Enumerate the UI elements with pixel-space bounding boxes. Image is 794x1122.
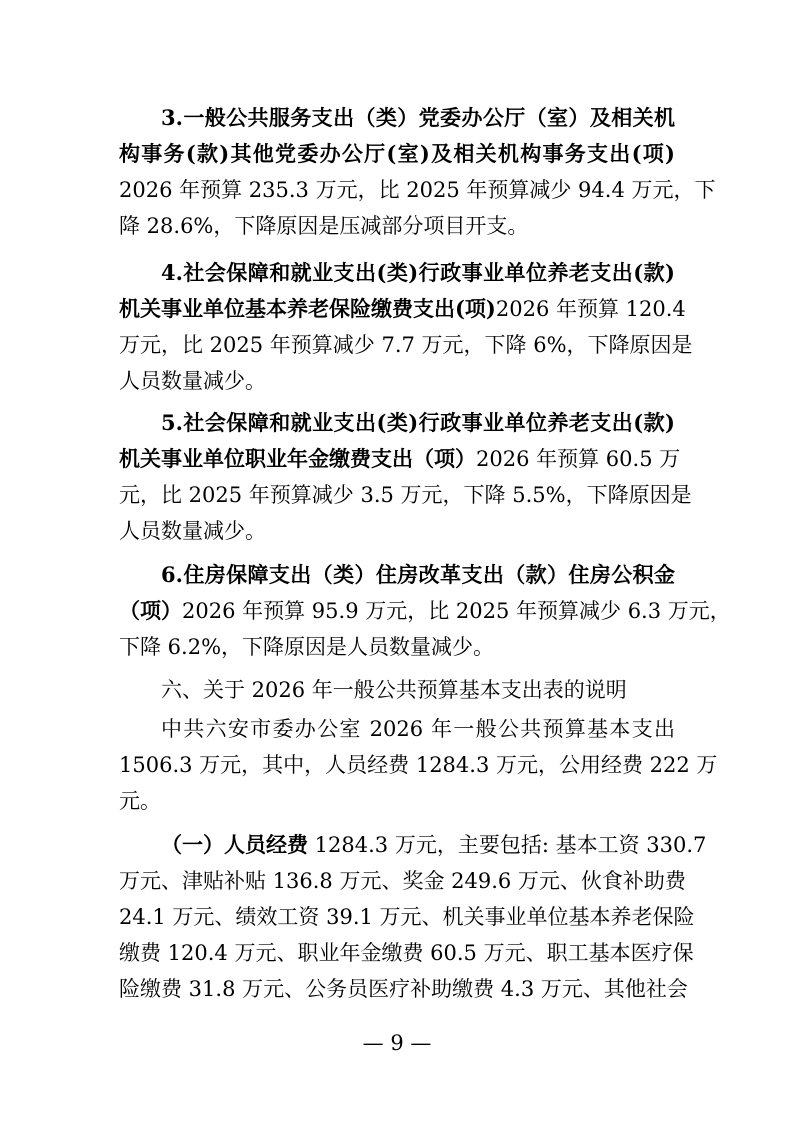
item-4-line-2 [119,291,686,327]
item-6-line-1: 6.住房保障支出（类）住房改革支出（款）住房公积金 [161,562,675,587]
item-3-line-3: 2026 年预算 235.3 万元，比 2025 年预算减少 94.4 万元，下 [119,178,716,202]
item-4-line-4: 人员数量减少。 [119,369,266,393]
paragraph-item-4 [119,255,693,399]
paragraph-item-5 [119,405,692,549]
item-4-line-2-rest: 2026 年预算 120.4 [495,297,686,321]
item-5-line-3: 元，比 2025 年预算减少 3.5 万元，下降 5.5%，下降原因是 [119,483,692,507]
section-6-heading [119,672,675,708]
summary-line-2: 1506.3 万元，其中，人员经费 1284.3 万元，公用经费 222 万 [119,753,718,777]
item-5-line-2-rest: 2026 年预算 60.5 万 [476,447,681,471]
item-6-line-2-bold: （项） [119,598,182,623]
item-6-line-2-rest: 2026 年预算 95.9 万元，比 2025 年预算减少 6.3 万元， [182,599,731,623]
item-3-line-2: 构事务(款)其他党委办公厅(室)及相关机构事务支出(项) [119,141,675,166]
personnel-line-1-rest: 1284.3 万元，主要包括: 基本工资 330.7 [308,833,707,857]
item-5-line-2 [119,441,681,477]
paragraph-item-6 [119,557,731,665]
item-3-line-4: 降 28.6%，下降原因是压减部分项目开支。 [119,214,529,238]
paragraph-personnel-costs [119,827,707,1007]
personnel-line-3: 24.1 万元、绩效工资 39.1 万元、机关事业单位基本养老保险 [119,905,695,929]
item-6-line-3: 下降 6.2%，下降原因是人员数量减少。 [119,635,495,659]
personnel-line-5: 险缴费 31.8 万元、公务员医疗补助缴费 4.3 万元、其他社会 [119,977,688,1001]
personnel-line-4: 缴费 120.4 万元、职业年金缴费 60.5 万元、职工基本医疗保 [119,941,694,965]
item-5-line-4: 人员数量减少。 [119,519,266,543]
personnel-heading: （一）人员经费 [161,832,308,857]
item-5-line-1: 5.社会保障和就业支出(类)行政事业单位养老支出(款) [161,410,675,435]
item-4-line-2-bold: 机关事业单位基本养老保险缴费支出(项) [119,296,496,321]
item-6-line-2 [119,593,731,629]
summary-line-1: 中共六安市委办公室 2026 年一般公共预算基本支出 [161,717,675,741]
paragraph-section-6-summary [119,711,718,819]
section-6-heading-text: 六、关于 2026 年一般公共预算基本支出表的说明 [161,678,627,702]
item-4-line-3: 万元，比 2025 年预算减少 7.7 万元，下降 6%，下降原因是 [119,333,693,357]
personnel-line-1 [119,827,707,863]
page-number: — 9 — [362,1031,432,1055]
summary-line-3: 元。 [119,789,161,813]
item-5-line-2-bold: 机关事业单位职业年金缴费支出（项） [119,446,476,471]
personnel-line-2: 万元、津贴补贴 136.8 万元、奖金 249.6 万元、伙食补助费 [119,869,686,893]
item-3-line-1: 3.一般公共服务支出（类）党委办公厅（室）及相关机 [161,105,675,130]
paragraph-item-3 [119,100,716,244]
item-4-line-1: 4.社会保障和就业支出(类)行政事业单位养老支出(款) [161,260,675,285]
